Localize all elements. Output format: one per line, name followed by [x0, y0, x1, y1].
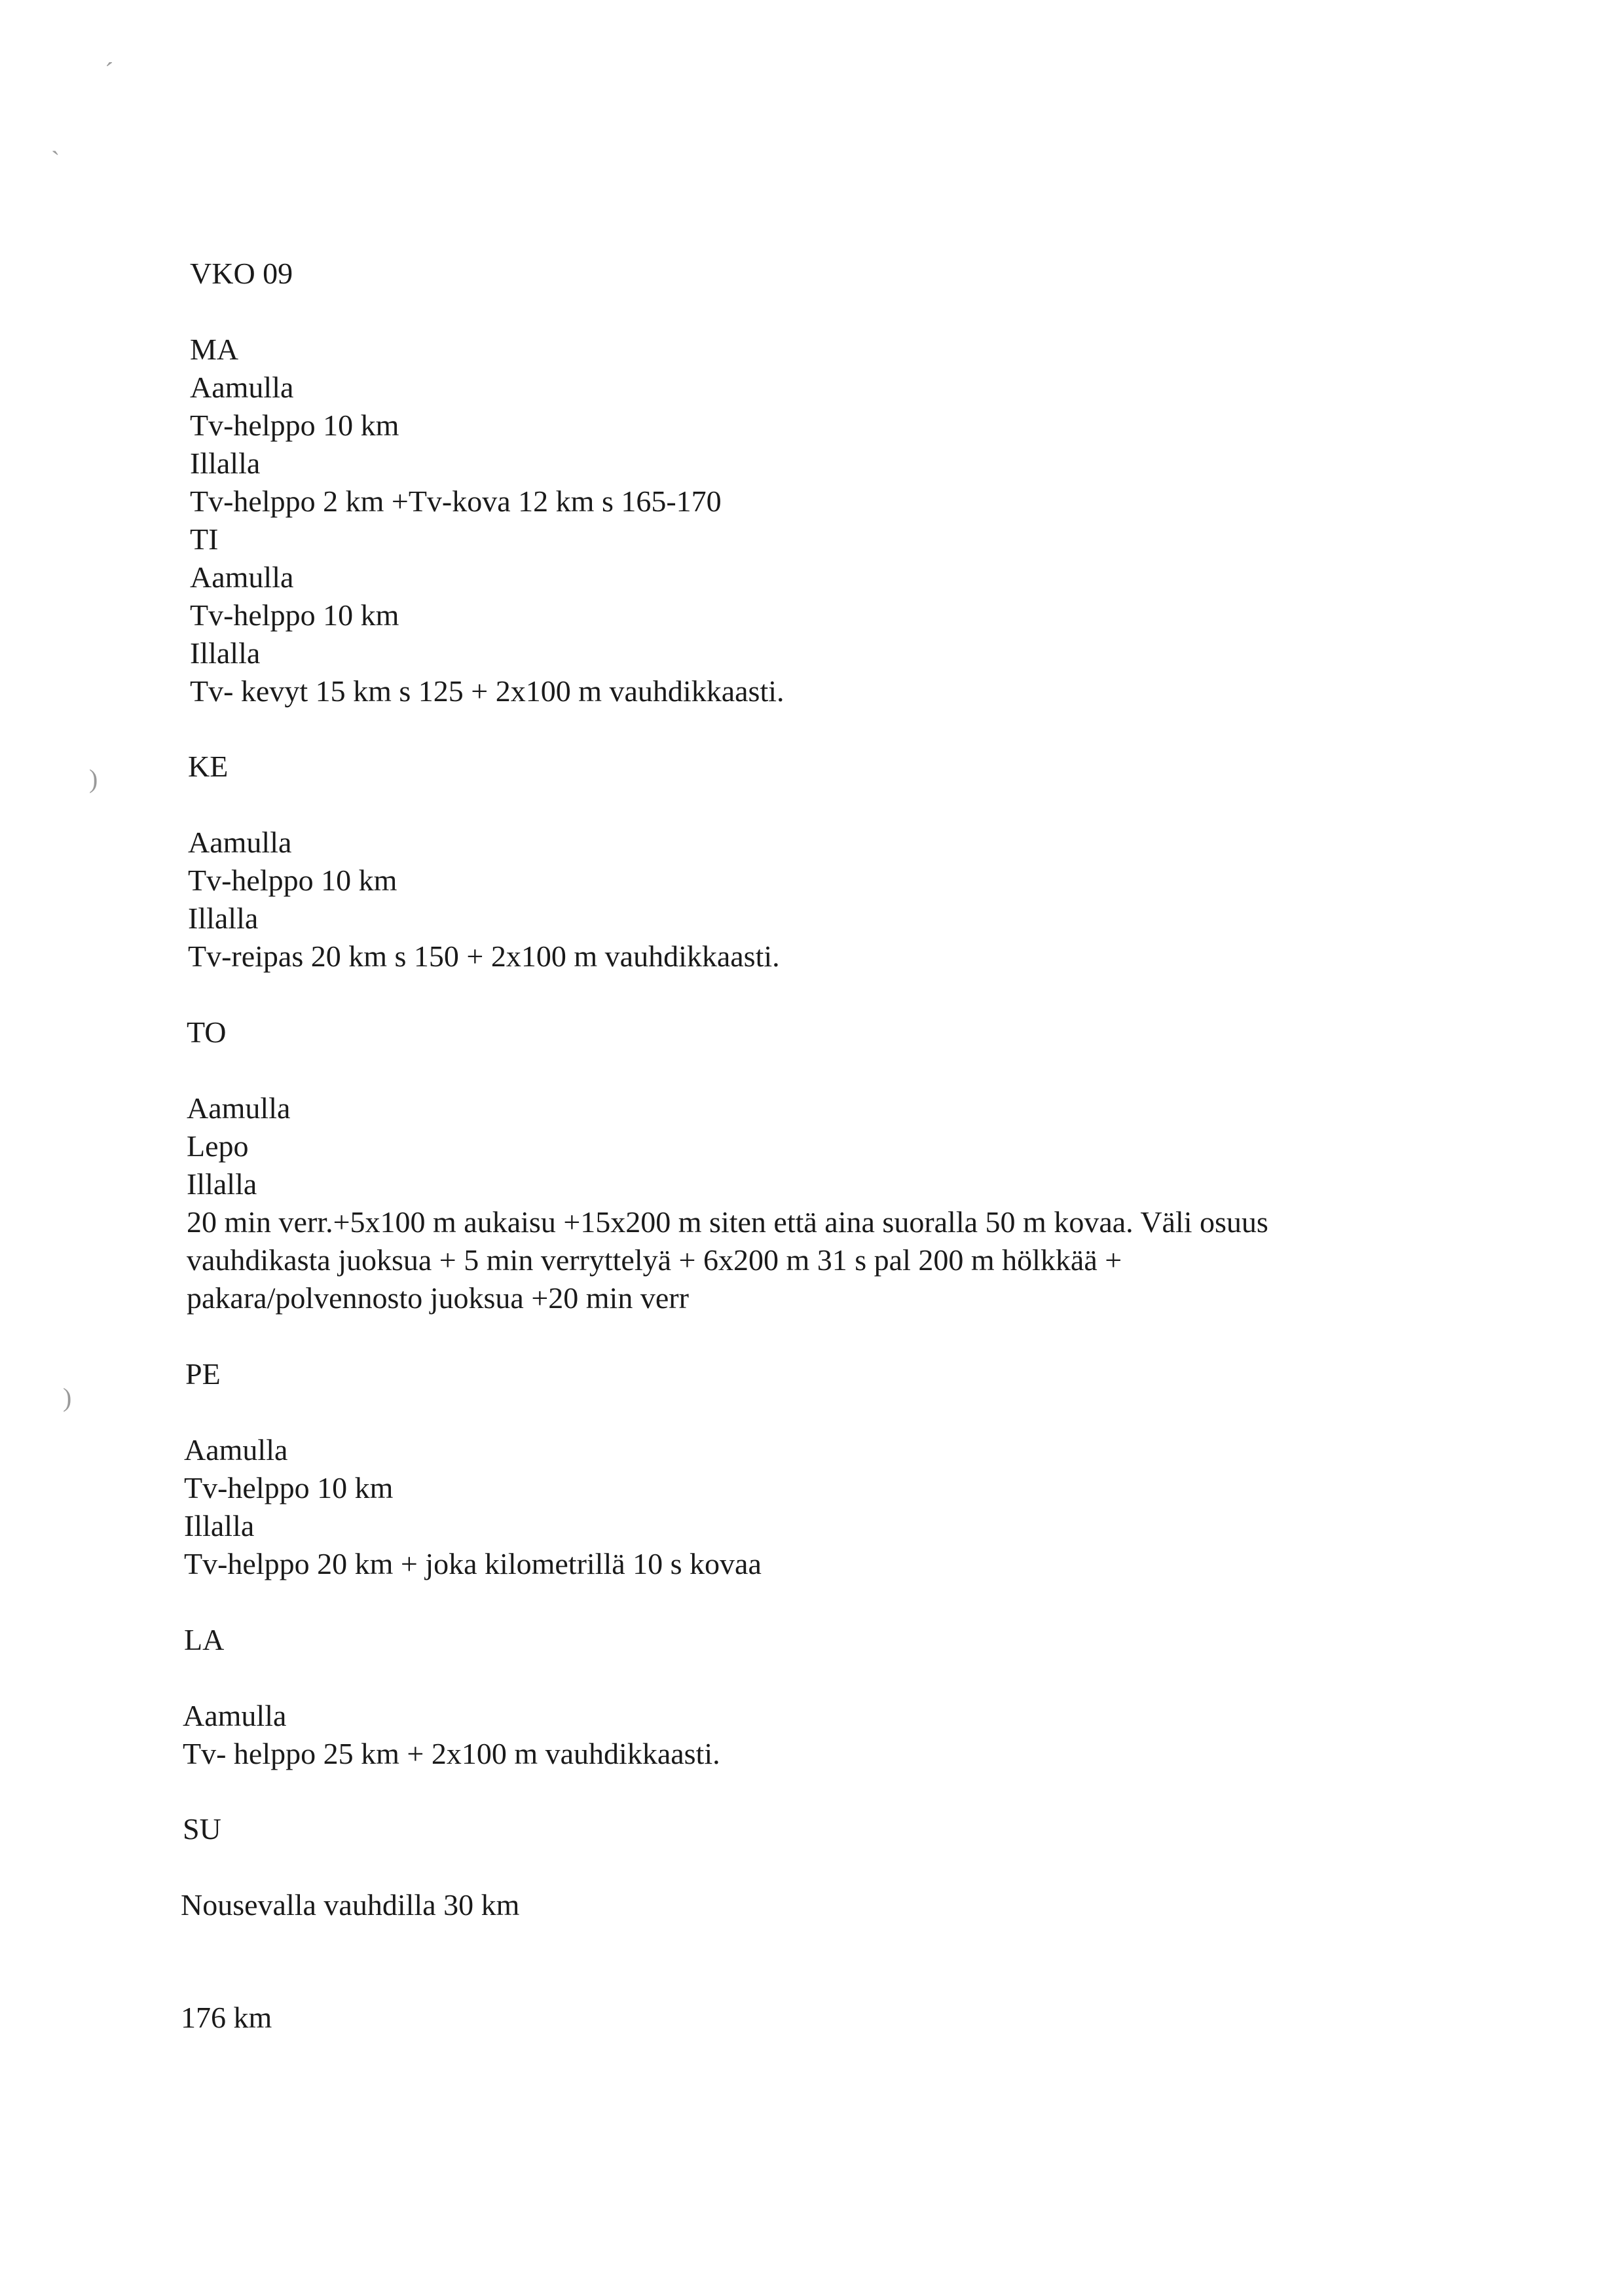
ma-evening-label: Illalla	[190, 446, 261, 480]
ke-morning-session: Tv-helppo 10 km	[188, 864, 397, 897]
to-evening-session-line-1: 20 min verr.+5x100 m aukaisu +15x200 m siten että aina suoralla 50 m kovaa. Väli osuus	[187, 1205, 1268, 1239]
pe-evening-session: Tv-helppo 20 km + joka kilometrillä 10 s kovaa	[184, 1547, 762, 1580]
ti-morning-label: Aamulla	[190, 560, 294, 594]
day-label-to: TO	[187, 1015, 227, 1049]
scan-mark: )	[63, 1383, 72, 1412]
day-label-ke: KE	[188, 750, 229, 783]
pe-morning-session: Tv-helppo 10 km	[184, 1471, 394, 1504]
day-label-ti: TI	[190, 522, 219, 556]
to-evening-session-line-2: vauhdikasta juoksua + 5 min verryttelyä + 6x200 m 31 s pal 200 m hölkkää +	[187, 1243, 1122, 1277]
pe-morning-label: Aamulla	[184, 1433, 288, 1467]
day-label-ma: MA	[190, 333, 239, 366]
week-heading: VKO 09	[190, 257, 293, 290]
to-morning-label: Aamulla	[187, 1091, 291, 1125]
la-morning-label: Aamulla	[183, 1699, 287, 1732]
scan-mark: )	[89, 764, 98, 793]
day-label-la: LA	[184, 1623, 225, 1656]
to-morning-session: Lepo	[187, 1129, 249, 1163]
to-evening-session-line-3: pakara/polvennosto juoksua +20 min verr	[187, 1281, 689, 1315]
day-label-su: SU	[183, 1812, 221, 1846]
ti-evening-label: Illalla	[190, 636, 261, 670]
ke-evening-label: Illalla	[188, 902, 259, 935]
day-label-pe: PE	[185, 1357, 221, 1391]
ma-morning-label: Aamulla	[190, 371, 294, 404]
ti-morning-session: Tv-helppo 10 km	[190, 598, 399, 632]
ti-evening-session: Tv- kevyt 15 km s 125 + 2x100 m vauhdikkaasti.	[190, 674, 784, 708]
pe-evening-label: Illalla	[184, 1509, 255, 1542]
la-morning-session: Tv- helppo 25 km + 2x100 m vauhdikkaasti.	[183, 1737, 720, 1770]
ke-morning-label: Aamulla	[188, 826, 292, 859]
weekly-total: 176 km	[181, 2001, 272, 2034]
ma-morning-session: Tv-helppo 10 km	[190, 409, 399, 442]
ke-evening-session: Tv-reipas 20 km s 150 + 2x100 m vauhdikkaasti.	[188, 939, 780, 973]
scan-mark: ˊ	[105, 57, 114, 86]
scan-mark: ˎ	[51, 126, 60, 155]
to-evening-label: Illalla	[187, 1167, 257, 1201]
ma-evening-session: Tv-helppo 2 km +Tv-kova 12 km s 165-170	[190, 484, 722, 518]
su-session: Nousevalla vauhdilla 30 km	[181, 1888, 520, 1922]
